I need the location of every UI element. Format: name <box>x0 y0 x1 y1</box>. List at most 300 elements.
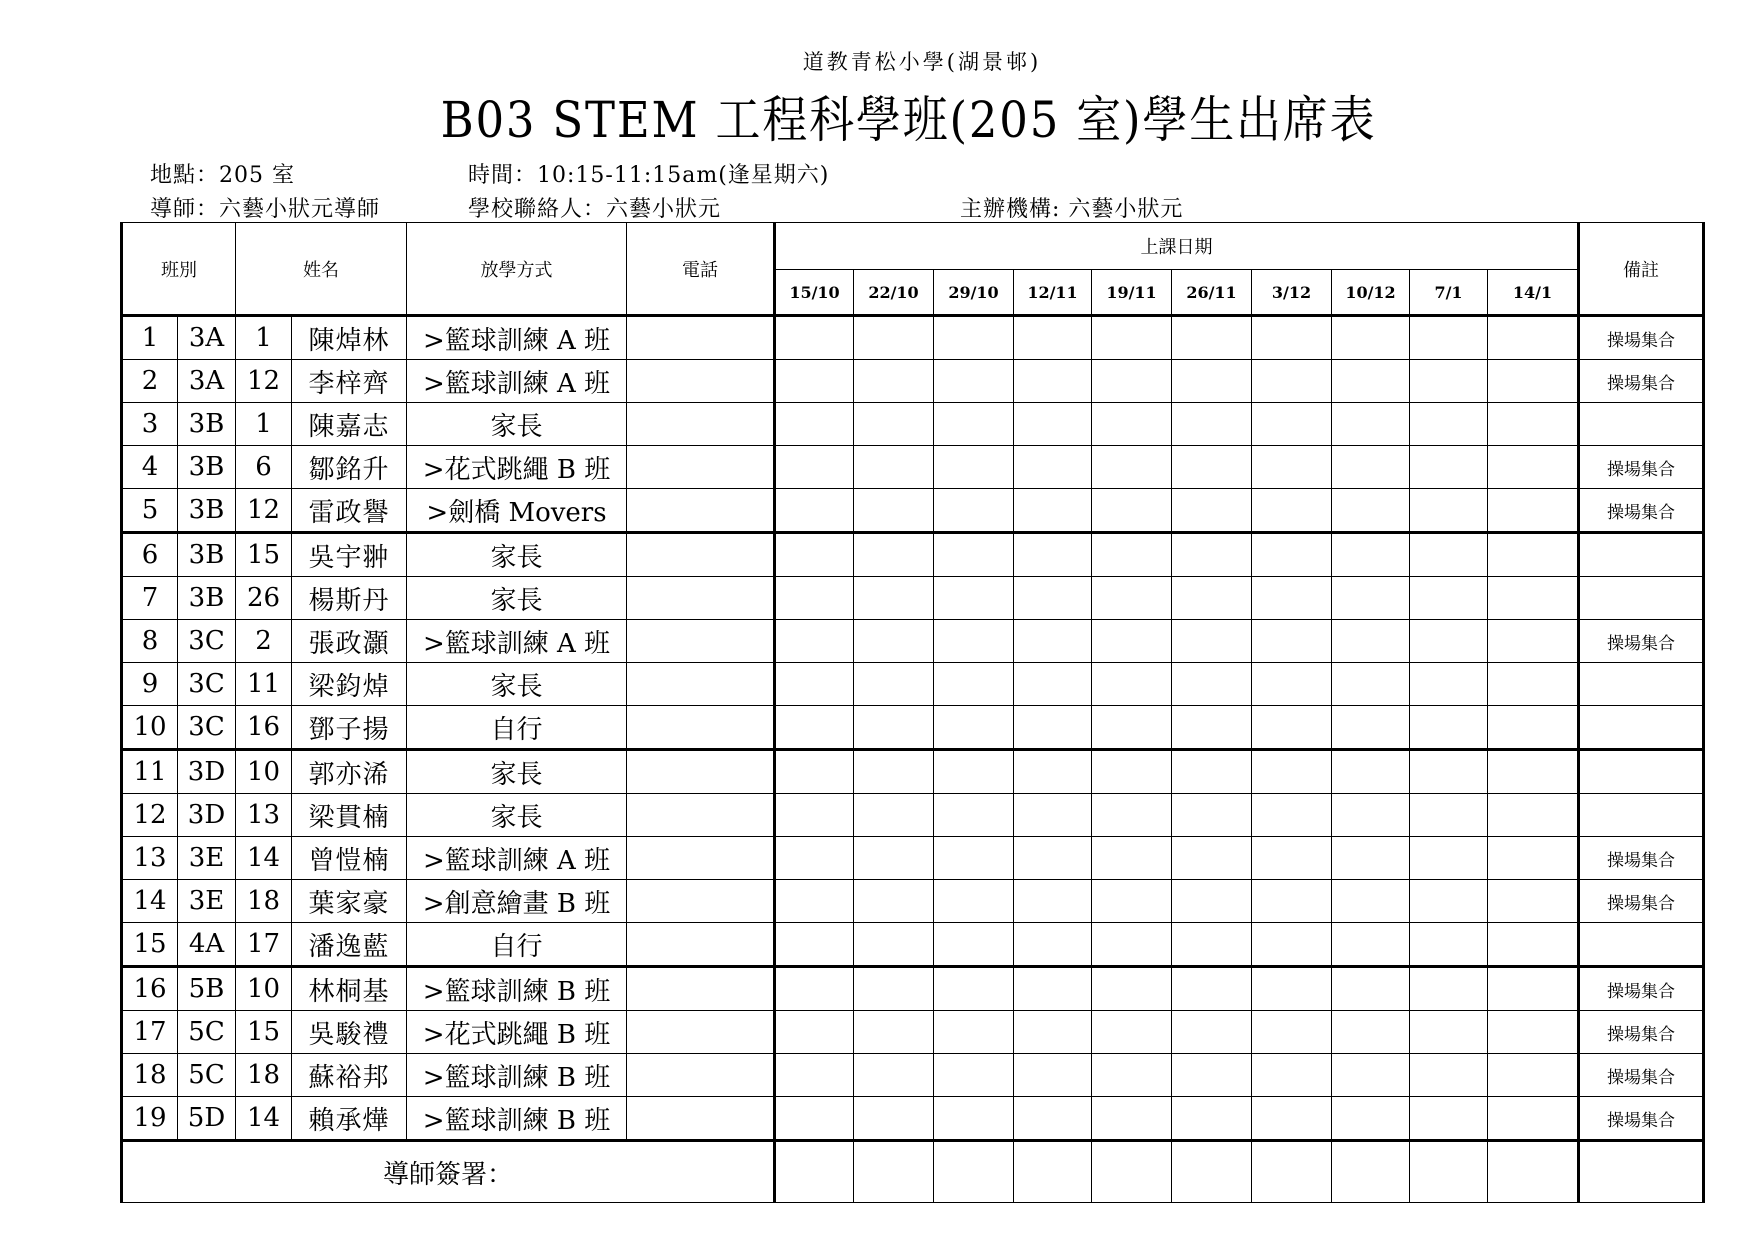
attendance-cell[interactable] <box>1410 1054 1488 1097</box>
attendance-cell[interactable] <box>1092 620 1172 663</box>
date-header: 7/1 <box>1410 270 1488 316</box>
attendance-cell[interactable] <box>1172 923 1252 967</box>
phone-cell[interactable] <box>627 360 775 403</box>
student-row <box>122 663 1704 706</box>
attendance-cell[interactable] <box>1014 750 1092 794</box>
class-number: 14 <box>236 837 292 880</box>
student-name: 賴承燁 <box>292 1097 407 1141</box>
attendance-cell[interactable] <box>1014 663 1092 706</box>
class-number: 1 <box>236 316 292 360</box>
attendance-cell[interactable] <box>775 1011 854 1054</box>
attendance-cell[interactable] <box>1172 360 1252 403</box>
remark-cell <box>1579 533 1704 577</box>
attendance-cell[interactable] <box>934 446 1014 489</box>
attendance-cell[interactable] <box>854 446 934 489</box>
student-row <box>122 923 1704 967</box>
student-class: 5C <box>178 1011 236 1054</box>
attendance-cell[interactable] <box>775 923 854 967</box>
attendance-cell[interactable] <box>1252 446 1332 489</box>
attendance-cell[interactable] <box>1488 1097 1579 1141</box>
student-name: 梁貫楠 <box>292 794 407 837</box>
attendance-cell[interactable] <box>1488 663 1579 706</box>
attendance-cell[interactable] <box>1014 1097 1092 1141</box>
attendance-cell[interactable] <box>1092 837 1172 880</box>
attendance-cell[interactable] <box>934 1054 1014 1097</box>
student-class: 3E <box>178 880 236 923</box>
attendance-cell[interactable] <box>1488 750 1579 794</box>
attendance-cell[interactable] <box>1092 577 1172 620</box>
dismissal-method: >籃球訓練 B 班 <box>407 1097 627 1141</box>
attendance-cell[interactable] <box>1410 880 1488 923</box>
attendance-cell[interactable] <box>934 489 1014 533</box>
phone-cell[interactable] <box>627 837 775 880</box>
signature-cell[interactable] <box>1488 1141 1579 1203</box>
attendance-cell[interactable] <box>1332 750 1410 794</box>
attendance-cell[interactable] <box>854 1054 934 1097</box>
attendance-cell[interactable] <box>854 403 934 446</box>
attendance-cell[interactable] <box>1092 750 1172 794</box>
phone-cell[interactable] <box>627 489 775 533</box>
student-class: 5C <box>178 1054 236 1097</box>
attendance-cell[interactable] <box>1332 967 1410 1011</box>
attendance-cell[interactable] <box>1488 880 1579 923</box>
phone-cell[interactable] <box>627 403 775 446</box>
student-row <box>122 360 1704 403</box>
attendance-cell[interactable] <box>775 360 854 403</box>
attendance-cell[interactable] <box>854 533 934 577</box>
attendance-cell[interactable] <box>1488 620 1579 663</box>
attendance-cell[interactable] <box>1014 403 1092 446</box>
attendance-cell[interactable] <box>1172 403 1252 446</box>
attendance-cell[interactable] <box>854 577 934 620</box>
phone-cell[interactable] <box>627 316 775 360</box>
attendance-cell[interactable] <box>854 620 934 663</box>
student-class: 3D <box>178 750 236 794</box>
attendance-cell[interactable] <box>1332 1011 1410 1054</box>
student-name: 梁鈞焯 <box>292 663 407 706</box>
remark-cell <box>1579 577 1704 620</box>
phone-cell[interactable] <box>627 880 775 923</box>
attendance-cell[interactable] <box>1252 794 1332 837</box>
attendance-cell[interactable] <box>775 880 854 923</box>
attendance-cell[interactable] <box>854 1011 934 1054</box>
attendance-cell[interactable] <box>1014 1054 1092 1097</box>
attendance-cell[interactable] <box>1488 923 1579 967</box>
attendance-cell[interactable] <box>854 663 934 706</box>
attendance-cell[interactable] <box>1488 316 1579 360</box>
student-name: 吳宇翀 <box>292 533 407 577</box>
dismissal-method: 家長 <box>407 403 627 446</box>
remark-cell <box>1579 923 1704 967</box>
phone-cell[interactable] <box>627 577 775 620</box>
student-class: 3E <box>178 837 236 880</box>
remark-cell: 操場集合 <box>1579 1011 1704 1054</box>
attendance-cell[interactable] <box>1410 967 1488 1011</box>
attendance-cell[interactable] <box>1252 1097 1332 1141</box>
attendance-cell[interactable] <box>854 923 934 967</box>
attendance-cell[interactable] <box>1410 316 1488 360</box>
date-header: 10/12 <box>1332 270 1410 316</box>
attendance-cell[interactable] <box>1410 750 1488 794</box>
remark-cell: 操場集合 <box>1579 1054 1704 1097</box>
school-contact-info: 學校聯絡人：六藝小狀元 <box>468 197 722 222</box>
attendance-cell[interactable] <box>1410 794 1488 837</box>
attendance-cell[interactable] <box>1252 750 1332 794</box>
attendance-cell[interactable] <box>1014 794 1092 837</box>
attendance-cell[interactable] <box>1252 577 1332 620</box>
attendance-cell[interactable] <box>1252 316 1332 360</box>
attendance-cell[interactable] <box>1488 794 1579 837</box>
remark-cell: 操場集合 <box>1579 446 1704 489</box>
student-row <box>122 794 1704 837</box>
student-row <box>122 316 1704 360</box>
signature-cell[interactable] <box>934 1141 1014 1203</box>
attendance-cell[interactable] <box>934 1097 1014 1141</box>
attendance-cell[interactable] <box>1252 620 1332 663</box>
attendance-cell[interactable] <box>854 706 934 750</box>
attendance-cell[interactable] <box>934 923 1014 967</box>
attendance-cell[interactable] <box>1092 923 1172 967</box>
attendance-cell[interactable] <box>775 706 854 750</box>
attendance-cell[interactable] <box>1410 360 1488 403</box>
student-row <box>122 750 1704 794</box>
attendance-cell[interactable] <box>1410 1097 1488 1141</box>
date-header: 22/10 <box>854 270 934 316</box>
attendance-cell[interactable] <box>775 489 854 533</box>
phone-cell[interactable] <box>627 533 775 577</box>
attendance-cell[interactable] <box>775 403 854 446</box>
attendance-cell[interactable] <box>934 533 1014 577</box>
attendance-cell[interactable] <box>1410 446 1488 489</box>
attendance-cell[interactable] <box>1092 446 1172 489</box>
attendance-cell[interactable] <box>1252 1011 1332 1054</box>
class-number: 14 <box>236 1097 292 1141</box>
date-header: 14/1 <box>1488 270 1579 316</box>
attendance-cell[interactable] <box>1488 837 1579 880</box>
attendance-cell[interactable] <box>1014 489 1092 533</box>
dismissal-method: >花式跳繩 B 班 <box>407 1011 627 1054</box>
attendance-cell[interactable] <box>854 489 934 533</box>
attendance-cell[interactable] <box>1172 837 1252 880</box>
attendance-cell[interactable] <box>775 750 854 794</box>
attendance-cell[interactable] <box>1014 706 1092 750</box>
row-number: 3 <box>122 403 178 446</box>
phone-cell[interactable] <box>627 750 775 794</box>
student-row <box>122 880 1704 923</box>
attendance-cell[interactable] <box>775 794 854 837</box>
attendance-cell[interactable] <box>1332 533 1410 577</box>
attendance-cell[interactable] <box>1332 446 1410 489</box>
attendance-cell[interactable] <box>854 880 934 923</box>
attendance-cell[interactable] <box>1172 1054 1252 1097</box>
attendance-cell[interactable] <box>1092 533 1172 577</box>
student-name: 潘逸藍 <box>292 923 407 967</box>
attendance-cell[interactable] <box>1014 837 1092 880</box>
attendance-cell[interactable] <box>1092 706 1172 750</box>
attendance-cell[interactable] <box>775 663 854 706</box>
class-number: 6 <box>236 446 292 489</box>
attendance-cell[interactable] <box>934 794 1014 837</box>
attendance-cell[interactable] <box>1092 880 1172 923</box>
attendance-cell[interactable] <box>1172 446 1252 489</box>
attendance-cell[interactable] <box>1092 1097 1172 1141</box>
attendance-cell[interactable] <box>1092 967 1172 1011</box>
attendance-cell[interactable] <box>934 620 1014 663</box>
attendance-cell[interactable] <box>1332 880 1410 923</box>
attendance-cell[interactable] <box>1410 620 1488 663</box>
tutor-signature-label: 導師簽署： <box>122 1141 775 1203</box>
class-number: 15 <box>236 533 292 577</box>
attendance-cell[interactable] <box>1014 923 1092 967</box>
attendance-cell[interactable] <box>1014 316 1092 360</box>
student-name: 雷政譽 <box>292 489 407 533</box>
row-number: 11 <box>122 750 178 794</box>
attendance-cell[interactable] <box>775 533 854 577</box>
attendance-cell[interactable] <box>1014 1011 1092 1054</box>
attendance-cell[interactable] <box>1252 880 1332 923</box>
signature-cell[interactable] <box>1172 1141 1252 1203</box>
student-name: 曾愷楠 <box>292 837 407 880</box>
phone-cell[interactable] <box>627 706 775 750</box>
attendance-cell[interactable] <box>1410 663 1488 706</box>
attendance-cell[interactable] <box>934 706 1014 750</box>
attendance-cell[interactable] <box>1488 360 1579 403</box>
attendance-cell[interactable] <box>1252 706 1332 750</box>
attendance-cell[interactable] <box>1252 663 1332 706</box>
attendance-cell[interactable] <box>1332 1097 1410 1141</box>
attendance-cell[interactable] <box>934 837 1014 880</box>
attendance-cell[interactable] <box>1488 446 1579 489</box>
attendance-cell[interactable] <box>1172 316 1252 360</box>
signature-cell[interactable] <box>854 1141 934 1203</box>
attendance-cell[interactable] <box>854 750 934 794</box>
attendance-cell[interactable] <box>1332 620 1410 663</box>
attendance-cell[interactable] <box>1332 706 1410 750</box>
attendance-cell[interactable] <box>1410 706 1488 750</box>
class-dates-header: 上課日期 <box>775 223 1579 270</box>
student-class: 3B <box>178 446 236 489</box>
tutor-info: 導師：六藝小狀元導師 <box>150 197 381 222</box>
attendance-cell[interactable] <box>1332 360 1410 403</box>
phone-cell[interactable] <box>627 1011 775 1054</box>
dismissal-method: 家長 <box>407 750 627 794</box>
attendance-cell[interactable] <box>1172 663 1252 706</box>
attendance-cell[interactable] <box>1092 1054 1172 1097</box>
attendance-cell[interactable] <box>775 316 854 360</box>
attendance-cell[interactable] <box>1488 577 1579 620</box>
attendance-cell[interactable] <box>934 663 1014 706</box>
attendance-cell[interactable] <box>934 750 1014 794</box>
attendance-cell[interactable] <box>775 620 854 663</box>
student-class: 3C <box>178 706 236 750</box>
student-class: 3B <box>178 577 236 620</box>
attendance-cell[interactable] <box>1172 880 1252 923</box>
attendance-cell[interactable] <box>1092 663 1172 706</box>
attendance-cell[interactable] <box>1014 577 1092 620</box>
student-class: 5D <box>178 1097 236 1141</box>
row-number: 14 <box>122 880 178 923</box>
phone-cell[interactable] <box>627 1054 775 1097</box>
attendance-cell[interactable] <box>1172 489 1252 533</box>
remark-cell <box>1579 706 1704 750</box>
attendance-cell[interactable] <box>1488 1011 1579 1054</box>
attendance-cell[interactable] <box>934 403 1014 446</box>
attendance-cell[interactable] <box>1092 316 1172 360</box>
phone-cell[interactable] <box>627 446 775 489</box>
attendance-cell[interactable] <box>1332 837 1410 880</box>
student-row <box>122 706 1704 750</box>
attendance-cell[interactable] <box>1252 967 1332 1011</box>
attendance-cell[interactable] <box>1172 1011 1252 1054</box>
phone-cell[interactable] <box>627 794 775 837</box>
attendance-cell[interactable] <box>1410 577 1488 620</box>
attendance-cell[interactable] <box>1410 533 1488 577</box>
attendance-cell[interactable] <box>934 577 1014 620</box>
signature-cell[interactable] <box>1332 1141 1410 1203</box>
attendance-cell[interactable] <box>1092 489 1172 533</box>
attendance-cell[interactable] <box>1014 967 1092 1011</box>
student-row <box>122 489 1704 533</box>
signature-row <box>122 1141 1704 1203</box>
student-name: 葉家豪 <box>292 880 407 923</box>
attendance-cell[interactable] <box>1252 489 1332 533</box>
signature-cell[interactable] <box>1252 1141 1332 1203</box>
attendance-cell[interactable] <box>775 967 854 1011</box>
attendance-cell[interactable] <box>1332 577 1410 620</box>
attendance-cell[interactable] <box>775 1054 854 1097</box>
attendance-cell[interactable] <box>854 967 934 1011</box>
attendance-cell[interactable] <box>1488 403 1579 446</box>
phone-cell[interactable] <box>627 1097 775 1141</box>
attendance-cell[interactable] <box>1252 1054 1332 1097</box>
remark-cell: 操場集合 <box>1579 620 1704 663</box>
attendance-cell[interactable] <box>1252 403 1332 446</box>
class-number: 1 <box>236 403 292 446</box>
attendance-cell[interactable] <box>1172 1097 1252 1141</box>
attendance-cell[interactable] <box>854 837 934 880</box>
signature-cell[interactable] <box>1092 1141 1172 1203</box>
attendance-cell[interactable] <box>1014 620 1092 663</box>
student-row <box>122 620 1704 663</box>
remark-cell <box>1579 403 1704 446</box>
attendance-cell[interactable] <box>1488 533 1579 577</box>
attendance-cell[interactable] <box>1092 1011 1172 1054</box>
date-header: 12/11 <box>1014 270 1092 316</box>
attendance-cell[interactable] <box>1092 403 1172 446</box>
student-class: 5B <box>178 967 236 1011</box>
phone-cell[interactable] <box>627 967 775 1011</box>
attendance-cell[interactable] <box>1332 403 1410 446</box>
attendance-cell[interactable] <box>1014 880 1092 923</box>
attendance-cell[interactable] <box>1172 577 1252 620</box>
phone-cell[interactable] <box>627 663 775 706</box>
dismissal-method: 家長 <box>407 663 627 706</box>
date-header: 26/11 <box>1172 270 1252 316</box>
attendance-cell[interactable] <box>775 837 854 880</box>
attendance-cell[interactable] <box>1410 489 1488 533</box>
attendance-cell[interactable] <box>934 360 1014 403</box>
remark-cell: 操場集合 <box>1579 837 1704 880</box>
student-name: 吳駿禮 <box>292 1011 407 1054</box>
attendance-cell[interactable] <box>934 1011 1014 1054</box>
attendance-cell[interactable] <box>775 1097 854 1141</box>
attendance-cell[interactable] <box>1014 446 1092 489</box>
phone-cell[interactable] <box>627 620 775 663</box>
attendance-cell[interactable] <box>934 880 1014 923</box>
attendance-cell[interactable] <box>1488 967 1579 1011</box>
attendance-cell[interactable] <box>1332 1054 1410 1097</box>
dismissal-method: >籃球訓練 A 班 <box>407 837 627 880</box>
attendance-cell[interactable] <box>854 316 934 360</box>
attendance-cell[interactable] <box>1410 837 1488 880</box>
attendance-cell[interactable] <box>854 794 934 837</box>
attendance-cell[interactable] <box>1172 750 1252 794</box>
student-class: 3A <box>178 316 236 360</box>
student-row <box>122 1054 1704 1097</box>
attendance-cell[interactable] <box>1410 923 1488 967</box>
phone-header: 電話 <box>627 223 775 316</box>
attendance-cell[interactable] <box>1172 794 1252 837</box>
attendance-cell[interactable] <box>1332 794 1410 837</box>
row-number: 18 <box>122 1054 178 1097</box>
student-class: 3A <box>178 360 236 403</box>
attendance-cell[interactable] <box>1172 706 1252 750</box>
phone-cell[interactable] <box>627 923 775 967</box>
date-header: 3/12 <box>1252 270 1332 316</box>
attendance-cell[interactable] <box>1172 620 1252 663</box>
attendance-cell[interactable] <box>1172 533 1252 577</box>
attendance-cell[interactable] <box>854 1097 934 1141</box>
attendance-cell[interactable] <box>854 360 934 403</box>
student-row <box>122 403 1704 446</box>
student-row <box>122 837 1704 880</box>
attendance-cell[interactable] <box>1332 923 1410 967</box>
attendance-cell[interactable] <box>1410 1011 1488 1054</box>
row-number: 6 <box>122 533 178 577</box>
attendance-cell[interactable] <box>1410 403 1488 446</box>
attendance-cell[interactable] <box>1488 1054 1579 1097</box>
attendance-cell[interactable] <box>775 577 854 620</box>
attendance-cell[interactable] <box>775 446 854 489</box>
attendance-cell[interactable] <box>1332 316 1410 360</box>
attendance-cell[interactable] <box>1332 489 1410 533</box>
class-number: 12 <box>236 360 292 403</box>
location-info: 地點：205 室 <box>150 163 295 188</box>
attendance-cell[interactable] <box>934 316 1014 360</box>
attendance-cell[interactable] <box>1488 706 1579 750</box>
dismissal-method: 自行 <box>407 923 627 967</box>
attendance-cell[interactable] <box>1252 360 1332 403</box>
attendance-cell[interactable] <box>1488 489 1579 533</box>
attendance-cell[interactable] <box>1332 663 1410 706</box>
student-name: 楊斯丹 <box>292 577 407 620</box>
attendance-cell[interactable] <box>1014 360 1092 403</box>
attendance-cell[interactable] <box>1252 923 1332 967</box>
attendance-cell[interactable] <box>1172 967 1252 1011</box>
signature-cell[interactable] <box>775 1141 854 1203</box>
attendance-cell[interactable] <box>1252 837 1332 880</box>
signature-cell[interactable] <box>1014 1141 1092 1203</box>
attendance-cell[interactable] <box>1092 794 1172 837</box>
attendance-cell[interactable] <box>1014 533 1092 577</box>
attendance-cell[interactable] <box>934 967 1014 1011</box>
attendance-cell[interactable] <box>1092 360 1172 403</box>
row-number: 15 <box>122 923 178 967</box>
document-title: B03 STEM 工程科學班(205 室)學生出席表 <box>440 91 1377 149</box>
organizer-info: 主辦機構: 六藝小狀元 <box>960 197 1184 222</box>
attendance-cell[interactable] <box>1252 533 1332 577</box>
signature-cell[interactable] <box>1410 1141 1488 1203</box>
